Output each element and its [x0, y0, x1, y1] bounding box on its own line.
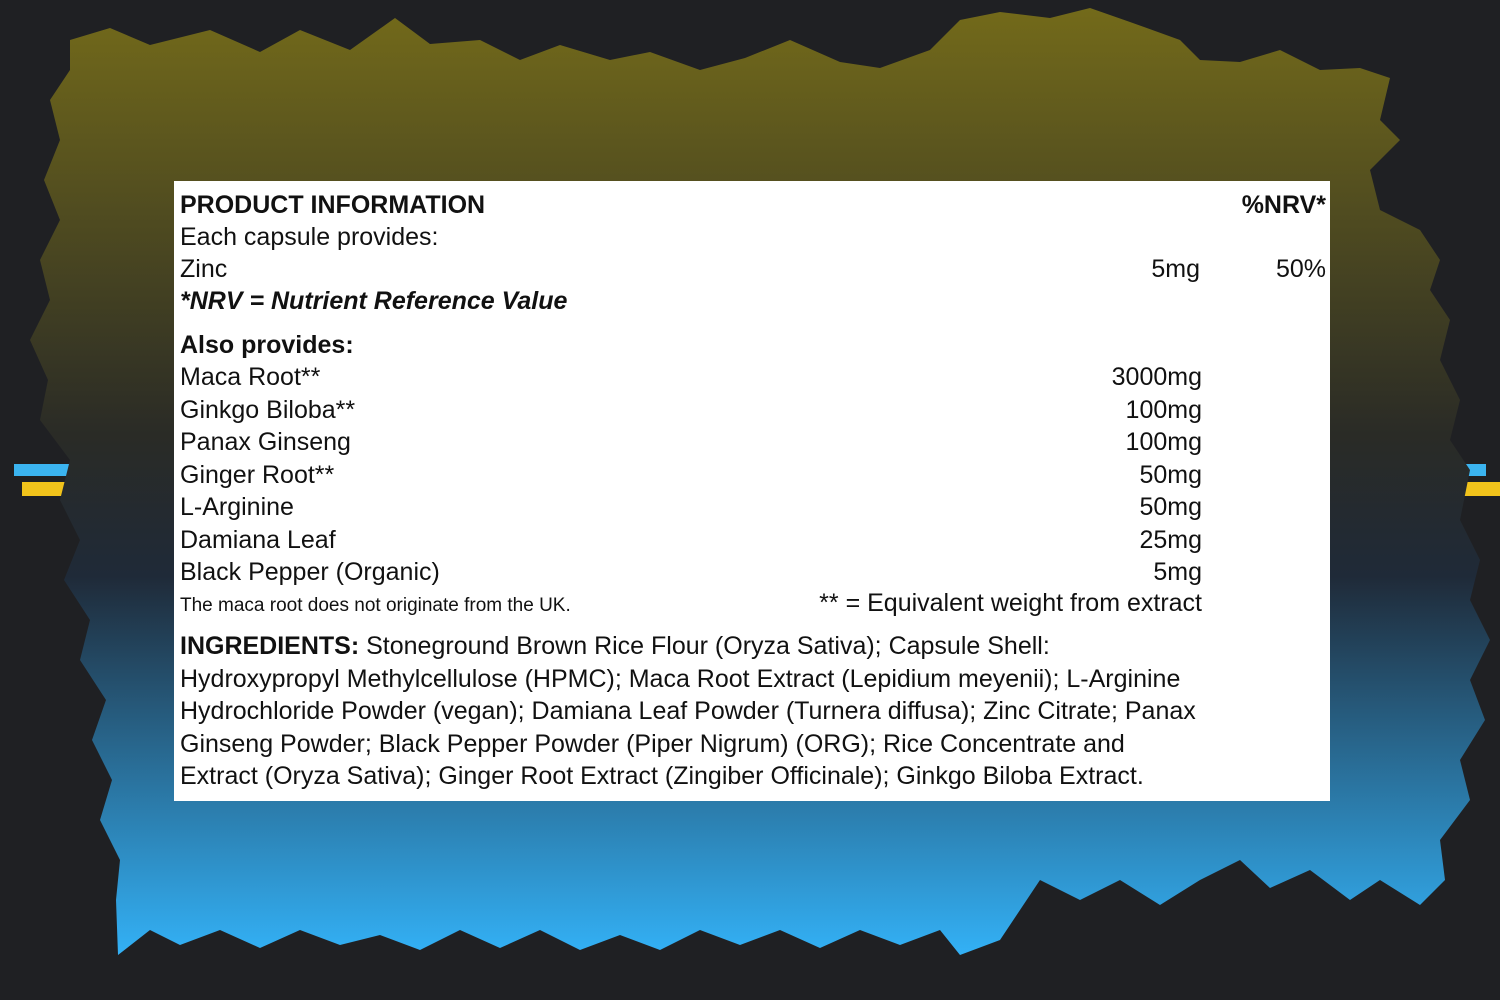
zinc-nrv: 50% — [1275, 255, 1326, 283]
ingredients-paragraph — [180, 630, 1326, 793]
also-provides-heading: Also provides: — [180, 331, 354, 359]
ingredient-name: L-Arginine — [180, 493, 294, 521]
ingredient-amount: 100mg — [1125, 428, 1202, 456]
product-information-label — [174, 181, 1330, 801]
ingredient-name: Damiana Leaf — [180, 525, 336, 554]
nrv-note: *NRV = Nutrient Reference Value — [180, 287, 568, 315]
nrv-header: %NRV* — [1241, 191, 1326, 219]
ingredient-name: Black Pepper (Organic) — [180, 558, 440, 586]
ingredients-line — [180, 630, 1326, 663]
zinc-amount: 5mg — [1151, 255, 1200, 283]
label-title: PRODUCT INFORMATION — [180, 191, 486, 219]
ingredient-amount: 5mg — [1153, 558, 1202, 586]
ingredients-line: Ginseng Powder; Black Pepper Powder (Piper Nigrum) (ORG); Rice Concentrate and — [180, 729, 1125, 758]
origin-note: The maca root does not originate from the UK. — [180, 595, 571, 616]
ingredient-amount: 25mg — [1139, 525, 1202, 554]
ingredient-name: Panax Ginseng — [180, 428, 351, 456]
ingredients-label: INGREDIENTS: — [180, 632, 360, 660]
ingredients-line: Hydroxypropyl Methylcellulose (HPMC); Maca Root Extract (Lepidium meyenii); L-Arginine — [180, 664, 1181, 693]
ingredient-name: Ginger Root** — [180, 460, 335, 489]
extract-note: ** = Equivalent weight from extract — [819, 589, 1202, 617]
ingredient-amount: 3000mg — [1111, 363, 1202, 391]
each-capsule-text: Each capsule provides: — [180, 223, 439, 251]
ingredient-name: Maca Root** — [180, 363, 321, 391]
ingredient-name: Ginkgo Biloba** — [180, 395, 356, 424]
ingredients-line: Extract (Oryza Sativa); Ginger Root Extract (Zingiber Officinale); Ginkgo Biloba Extract. — [180, 762, 1144, 790]
ingredients-text: Stoneground Brown Rice Flour (Oryza Sativa); Capsule Shell: — [359, 632, 1050, 660]
ingredient-amount: 100mg — [1125, 395, 1202, 424]
ingredient-amount: 50mg — [1139, 493, 1202, 521]
ingredient-amount: 50mg — [1139, 460, 1202, 489]
zinc-name: Zinc — [180, 255, 228, 283]
ingredients-line: Hydrochloride Powder (vegan); Damiana Leaf Powder (Turnera diffusa); Zinc Citrate; Panax — [180, 697, 1196, 725]
